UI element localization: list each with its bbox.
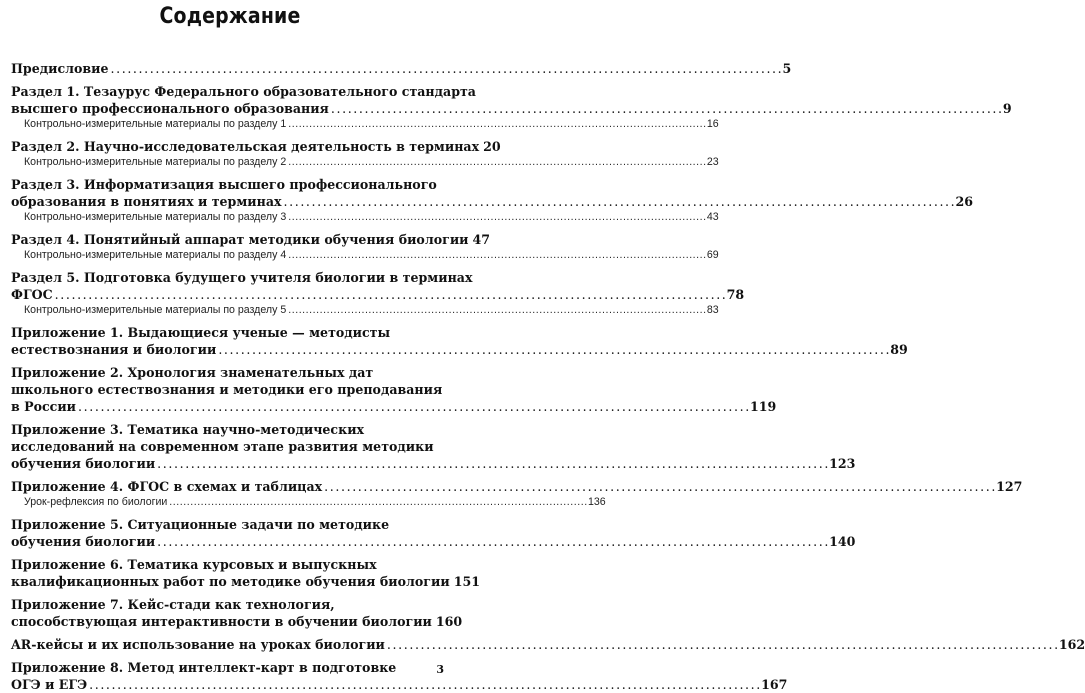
toc-entry [11,324,908,358]
toc-subentry [11,117,719,132]
dot-leader [284,193,954,210]
toc-entry-title: Контрольно-измерительные материалы по разделу 2 [24,156,287,168]
toc-page-number: 136 [587,496,606,508]
toc-entry-title: школьного естествознания и методики его преподавания [11,382,443,397]
toc-subentry [11,303,719,318]
toc-entry-title: Контрольно-измерительные материалы по разделу 4 [24,249,287,261]
dot-leader [78,398,748,415]
toc-entry [11,231,491,248]
toc-entry [11,659,788,693]
toc-entry [11,364,777,415]
toc-entry-title: Приложение 7. Кейс-стади как технология, [11,597,335,612]
toc-entry-title: естествознания и биологии [11,342,217,357]
page-number: 3 [436,663,444,676]
toc-page-number: 43 [706,211,719,223]
toc-entry-title: Приложение 4. ФГОС в схемах и таблицах [11,479,323,494]
toc-page-number: 23 [706,156,719,168]
toc-entry-title: в России [11,399,77,414]
toc-entry-title: высшего профессионального образования [11,101,329,116]
toc-page-number: 162 [1058,637,1085,652]
toc-page-number: 78 [726,287,745,302]
toc-page-number: 20 [483,139,501,154]
toc-entry-title: исследований на современном этапе развития методики [11,439,434,454]
toc-entry-title: Предисловие [11,61,109,76]
toc-page-number: 127 [996,479,1023,494]
toc-entry-title: образования в понятиях и терминах [11,194,282,209]
toc-page-number: 160 [435,614,463,629]
toc-entry-title: ОГЭ и ЕГЭ [11,677,88,692]
toc-subentry [11,155,719,170]
toc-entry-title: Приложение 8. Метод интеллект-карт в подготовке [11,660,397,675]
toc-entry [11,138,501,155]
dot-leader [387,636,1057,653]
toc-entry-title: Контрольно-измерительные материалы по разделу 3 [24,211,287,223]
toc-page-number: 83 [706,304,719,316]
toc-page-number: 119 [750,399,777,414]
toc-page-number: 89 [890,342,908,357]
toc-subentry [11,210,719,225]
toc-entry-title: обучения биологии [11,456,156,471]
dot-leader [288,155,705,170]
toc-subentry [11,248,719,263]
toc-entry-title: Раздел 2. Научно-исследовательская деятельность в терминах [11,139,480,154]
toc-entry-title: Раздел 5. Подготовка будущего учителя биологии в терминах [11,270,473,285]
toc-entry-title: Приложение 1. Выдающиеся ученые — методисты [11,325,391,340]
toc-entry-title: способствующая интерактивности в обучении биологии [11,614,432,629]
toc-entry [11,421,856,472]
toc-entry [11,596,463,630]
page-title: Содержание [159,4,301,29]
toc-entry [11,269,745,303]
dot-leader [169,495,586,510]
toc-entry-title: AR-кейсы и их использование на уроках биологии [11,637,385,652]
toc-page-number: 16 [706,118,719,130]
toc-entry-title: Приложение 2. Хронология знаменательных дат [11,365,374,380]
toc-entry-title: Раздел 1. Тезаурус Федерального образовательного стандарта [11,84,476,99]
table-of-contents [11,60,1085,693]
toc-page-number: 5 [782,61,792,76]
toc-entry-title: Контрольно-измерительные материалы по разделу 1 [24,118,287,130]
dot-leader [55,286,725,303]
toc-page-number: 167 [761,677,788,692]
toc-page-number: 9 [1002,101,1012,116]
toc-page-number: 140 [829,534,856,549]
toc-page-number: 47 [472,232,491,247]
toc-entry [11,478,1023,495]
toc-entry [11,556,480,590]
dot-leader [288,248,705,263]
toc-entry-title: квалификационных работ по методике обучения биологии [11,574,450,589]
toc-page-number: 26 [955,194,973,209]
toc-entry [11,60,792,77]
toc-entry-title: Контрольно-измерительные материалы по разделу 5 [24,304,287,316]
dot-leader [157,455,827,472]
toc-entry-title: обучения биологии [11,534,156,549]
dot-leader [331,100,1001,117]
toc-entry [11,636,1085,653]
toc-entry [11,516,856,550]
toc-entry-title: Урок-рефлексия по биологии [24,496,168,508]
toc-entry-title: Раздел 3. Информатизация высшего профессионального [11,177,437,192]
dot-leader [288,303,705,318]
toc-entry-title: Приложение 3. Тематика научно-методических [11,422,365,437]
toc-entry-title: Приложение 5. Ситуационные задачи по методике [11,517,390,532]
toc-entry-title: Приложение 6. Тематика курсовых и выпускных [11,557,377,572]
toc-entry-title: Раздел 4. Понятийный аппарат методики обучения биологии [11,232,469,247]
toc-entry-title: ФГОС [11,287,53,302]
dot-leader [111,60,781,77]
toc-subentry [11,495,606,510]
dot-leader [218,341,888,358]
dot-leader [288,210,705,225]
dot-leader [157,533,827,550]
dot-leader [89,676,759,693]
toc-page-number: 123 [829,456,856,471]
dot-leader [324,478,994,495]
toc-page-number: 151 [453,574,480,589]
toc-page-number: 69 [706,249,719,261]
dot-leader [288,117,705,132]
toc-entry [11,176,973,210]
toc-entry [11,83,1012,117]
